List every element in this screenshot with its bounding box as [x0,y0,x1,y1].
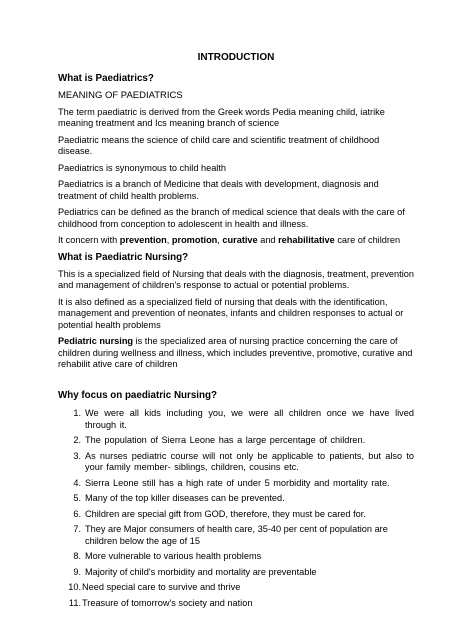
paragraph-definition-1: Paediatric means the science of child care and scientific treatment of childhood disease. [58,134,380,157]
paragraph-etymology: The term paediatric is derived from the Greek words Pedia meaning child, iatrike meaning treatment and Ics meaning branch of science [58,106,385,129]
concern-pre: It concern with [58,235,120,246]
concern-curative: curative [222,235,258,246]
list-text: Need special care to survive and thrive [82,582,241,593]
concern-and: and [257,235,279,246]
paragraph-definition-2: Paediatrics is a branch of Medicine that deals with development, diagnosis and treatment of child health problems. [58,179,379,201]
list-number: 2. [73,435,81,446]
list-item [63,567,414,579]
list-text: Sierra Leone still has a high rate of under 5 morbidity and mortality rate. [85,477,390,488]
list-item [63,435,414,447]
list-item [63,408,414,431]
list-number: 6. [73,508,81,519]
meaning-subheading: MEANING OF PAEDIATRICS [58,89,183,101]
list-item [63,524,414,547]
list-text: Children are special gift from GOD, therefore, they must be cared for. [85,508,366,519]
paragraph-concern [58,235,414,247]
concern-promotion: promotion [171,235,218,246]
list-item [63,551,414,563]
concern-prevention: prevention [119,235,167,246]
list-number: 1. [73,408,81,419]
section-spacer [58,376,414,390]
heading-what-is-paediatric-nursing: What is Paediatric Nursing? [58,251,189,263]
concern-post: care of children [334,235,401,246]
paragraph-synonym: Paediatrics is synonymous to child health [58,162,227,173]
page-title: INTRODUCTION [197,52,275,63]
list-number: 9. [73,566,81,577]
list-number: 3. [73,450,81,461]
list-number: 7. [73,524,81,535]
list-text: Majority of child's morbidity and mortality are preventable [85,566,317,577]
list-number: 4. [73,477,81,488]
concern-rehabilitative: rehabilitative [278,235,335,246]
list-item [63,451,414,474]
list-text: More vulnerable to various health problems [85,551,262,562]
paragraph-nursing-definition-1: This is a specialized field of Nursing that deals with the diagnosis, treatment, prevention and management of children's response to actual or potential problems. [58,268,414,291]
list-text: They are Major consumers of health care, 35-40 per cent of population are children below the age of 15 [85,524,388,546]
paragraph-nursing-definition-3 [58,336,414,371]
reasons-list [58,408,414,609]
list-text: As nurses pediatric course will not only be applicable to patients, but also to your family member- siblings, children, cousins etc. [85,450,414,473]
pediatric-nursing-description: is the specialized area of nursing practice concerning the care of children during wellness and illness, which includes preventive, promotive, curative and rehabilit ative care of children [58,336,413,370]
paragraph-nursing-definition-2: It is also defined as a specialized field of nursing that deals with the identification, management and prevention of neonates, infants and children responses to actual or potential health problems [58,296,404,330]
concern-comma-2: , [217,235,223,246]
list-text: Treasure of tomorrow's society and nation [82,597,253,608]
concern-comma-1: , [166,235,172,246]
list-text: The population of Sierra Leone has a large percentage of children. [85,435,366,446]
list-text: We were all kids including you, we were all children once we have lived through it. [85,408,414,430]
list-number: 11. [68,597,81,608]
list-number: 10. [68,582,81,593]
list-text: Many of the top killer diseases can be prevented. [85,493,285,504]
paragraph-definition-3: Pediatrics can be defined as the branch of medical science that deals with the care of childhood from conception to adolescent in health and illness. [58,207,405,229]
heading-what-is-paediatrics: What is Paediatrics? [58,72,154,84]
list-item [63,493,414,505]
list-item [63,478,414,490]
list-number: 8. [73,551,81,562]
list-item [63,582,414,594]
heading-why-focus: Why focus on paediatric Nursing? [58,389,217,401]
list-number: 5. [73,493,81,504]
pediatric-nursing-term: Pediatric nursing [58,336,134,347]
list-item [63,598,414,610]
list-item [63,509,414,521]
